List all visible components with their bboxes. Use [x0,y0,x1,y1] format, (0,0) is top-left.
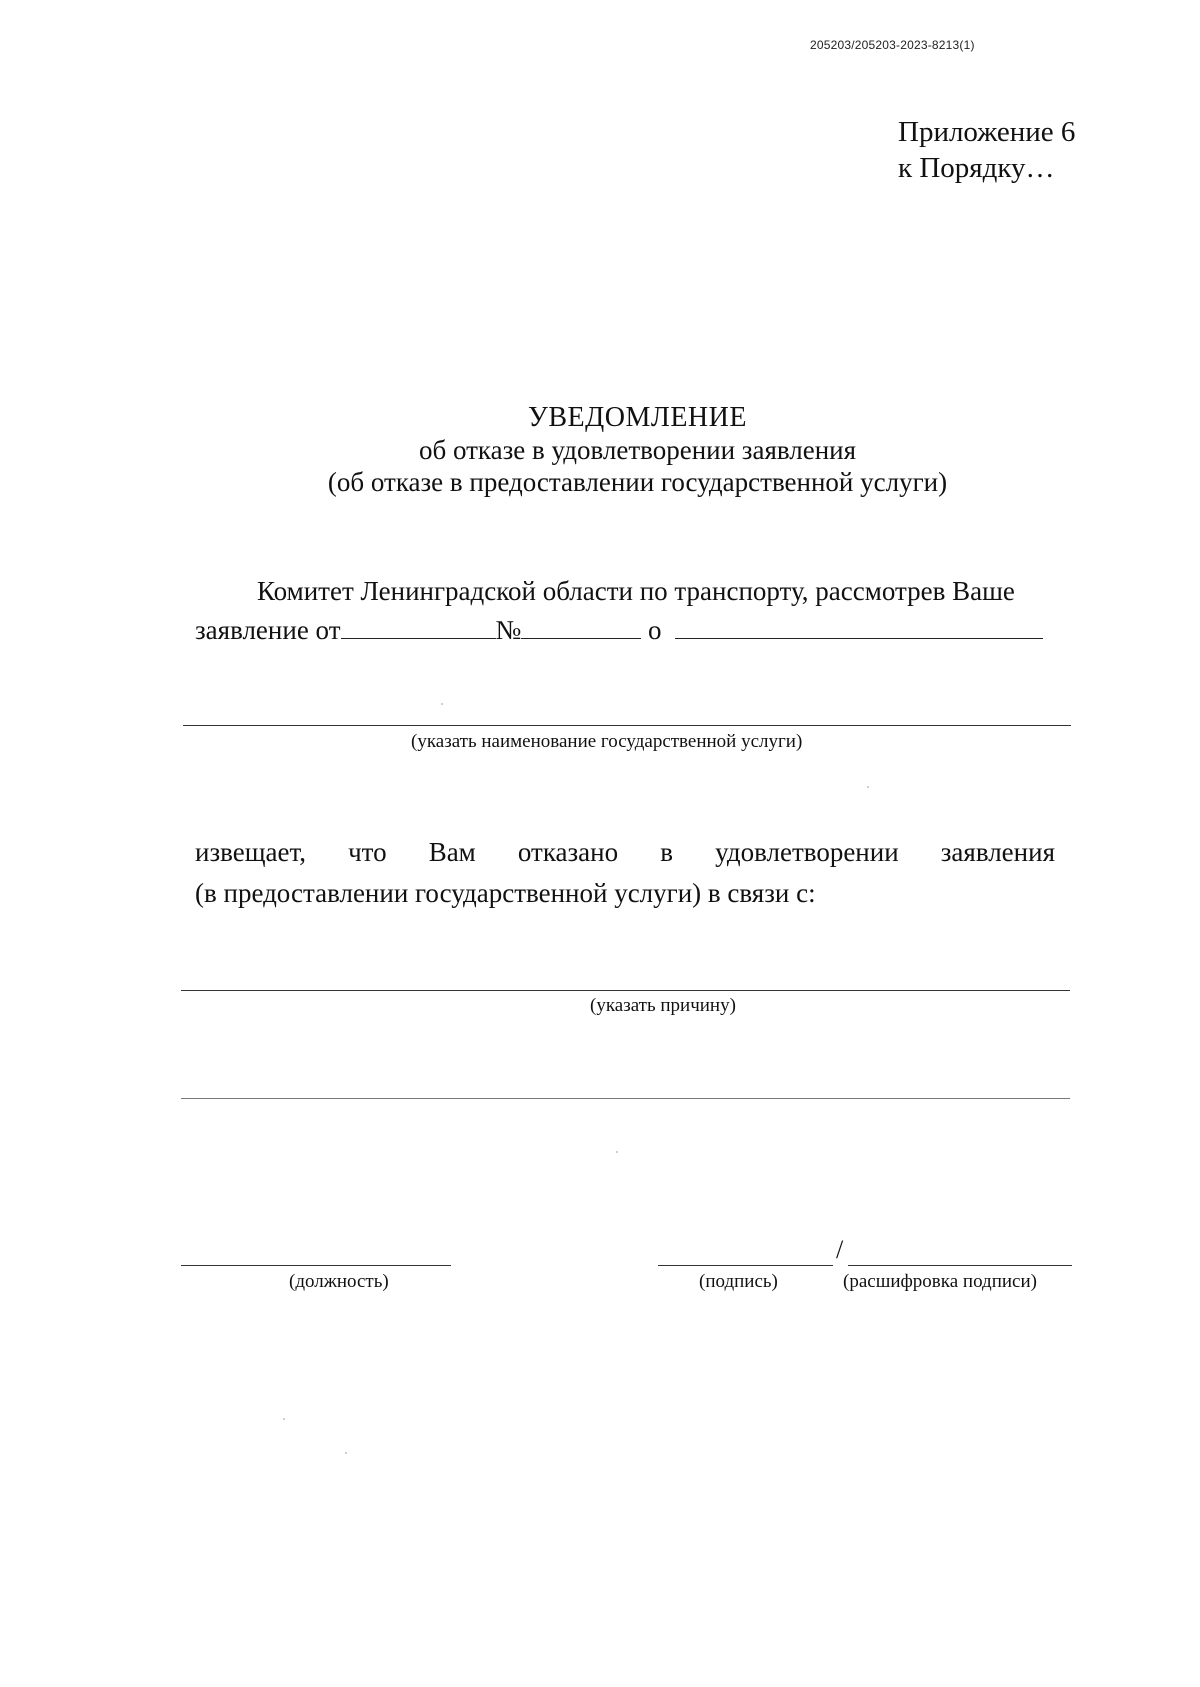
label-about: о [648,615,662,645]
date-blank [341,614,496,639]
word-6: удовлетворении [715,837,899,867]
position-line [181,1265,451,1266]
service-name-caption: (указать наименование государственной услуги) [411,731,803,752]
signature-caption: (подпись) [699,1271,778,1292]
paragraph-1-line-1: Комитет Ленинградской области по транспорту, рассмотрев Ваше [257,576,1015,606]
paragraph-2-line-1 [195,836,1055,869]
service-name-line [183,725,1071,726]
signature-decode-line [848,1265,1072,1266]
annex-reference [898,114,1075,186]
scan-speck [441,703,443,705]
paragraph-1-line-2 [195,614,1043,646]
word-5: в [660,837,673,867]
scan-speck [345,1452,347,1454]
word-2: что [348,837,387,867]
position-caption: (должность) [289,1271,389,1292]
notice-title [250,402,1025,498]
paragraph-2-line-2: (в предоставлении государственной услуги) в связи с: [195,878,816,908]
word-7: заявления [940,837,1055,867]
label-application-from: заявление от [195,615,341,645]
scan-speck [867,786,869,788]
reason-line [181,990,1070,991]
annex-line-2: к Порядку… [898,152,1055,184]
signature-slash: / [836,1235,844,1264]
scan-speck [616,1151,618,1153]
document-id: 205203/205203-2023-8213(1) [810,38,975,52]
title-subtitle-1: об отказе в удовлетворении заявления [418,435,857,465]
signature-line [658,1265,833,1266]
reason-caption: (указать причину) [590,995,736,1016]
word-3: Вам [428,837,476,867]
signature-decode-caption: (расшифровка подписи) [843,1271,1037,1292]
label-number: № [495,615,522,645]
scan-speck [283,1418,285,1420]
number-blank [521,614,641,639]
title-subtitle-2: (об отказе в предоставлении государственной услуги) [327,467,948,497]
subject-blank [675,614,1043,639]
reason-line-2 [181,1098,1070,1099]
word-4: отказано [517,837,619,867]
title-main: УВЕДОМЛЕНИЕ [528,402,747,433]
annex-line-1: Приложение 6 [898,116,1076,148]
word-1: извещает, [195,837,306,867]
